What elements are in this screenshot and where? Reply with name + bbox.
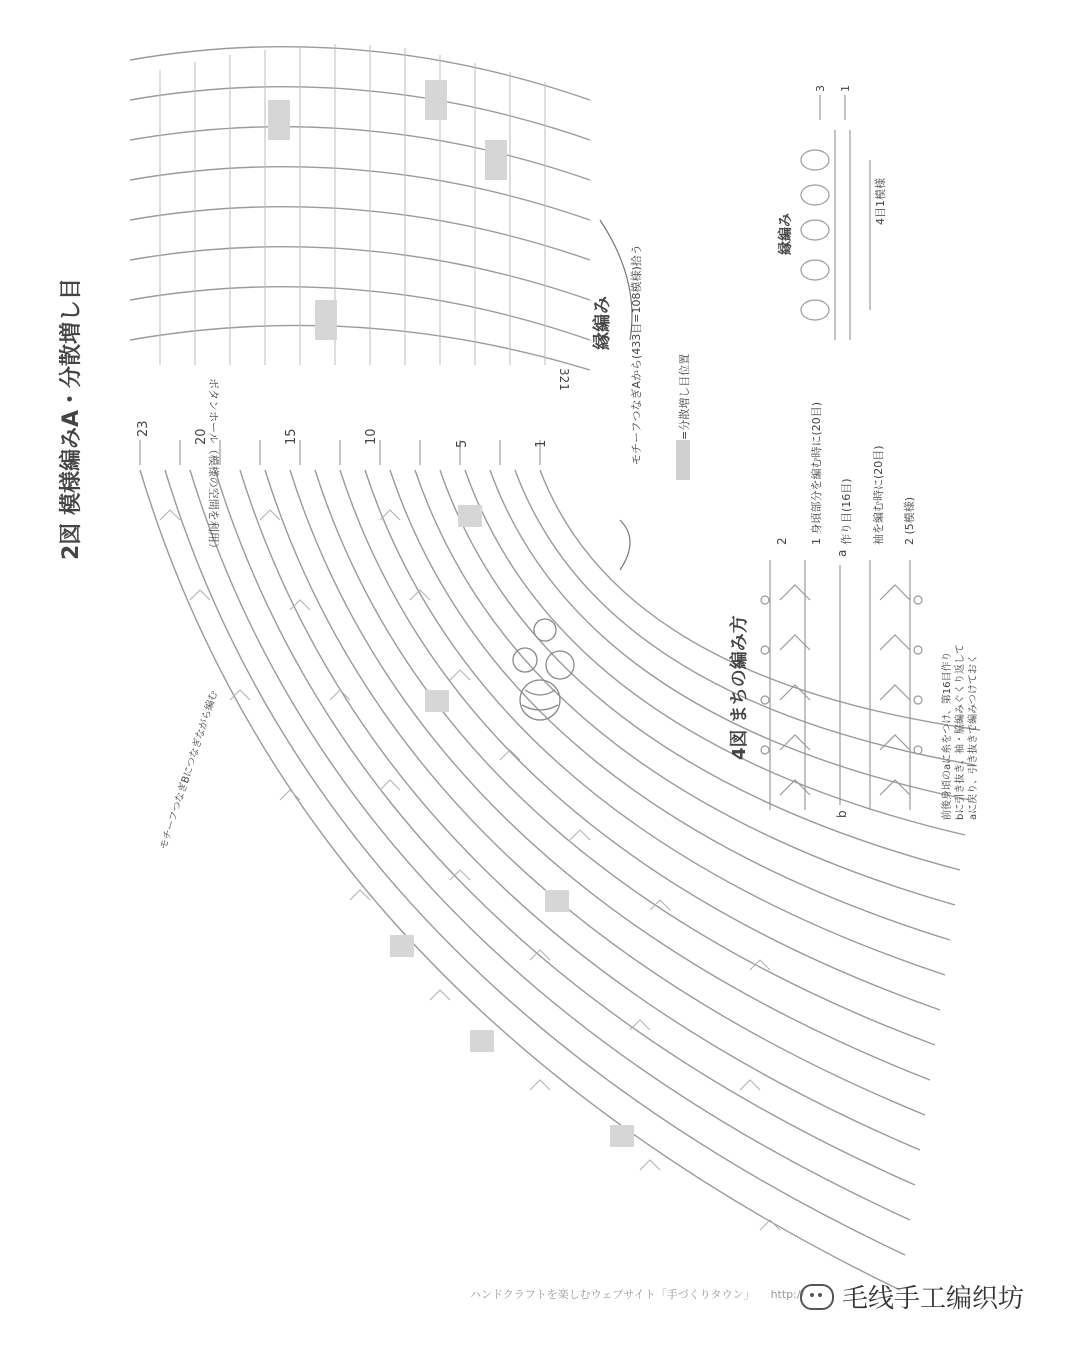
continuation-arrows [600,220,632,570]
border-repeat-label: 4目1模様 [874,178,887,225]
figure-4-row-2-bottom: 2 (5模様) [903,496,916,545]
figure-2-title: 2図 模様編みA・分散増し目 [59,278,84,560]
watermark-text: 毛线手工编织坊 [842,1284,1025,1314]
page-footer [470,1286,804,1302]
buttonhole-note: ボタンホール（模様の空間を利用） [207,378,220,554]
upper-strip-shading [268,80,507,340]
yarn-ball-illustration [513,619,574,720]
increase-legend-text: =分散増し目位置 [678,353,691,440]
figure-4-sleeve-label: 袖を編む時に(20目) [872,445,885,545]
figure-4-note-2: bに引き抜き、袖・脇編みぐくり返して [955,644,966,820]
figure-4-row-2-top: 2 [775,537,789,545]
figure-2-fan-chart [140,470,980,1290]
footer-url: http:// [770,1288,805,1301]
border-row-3: 3 [814,85,827,92]
row-number-15: 15 [284,428,299,445]
figure-4-note-3: aに戻り、引き抜きで編みつけておく [968,654,979,820]
border-pattern-title: 縁編み [778,213,794,255]
figure-2-stitch-symbols [160,510,780,1230]
figure-4-title: 4図 まちの編み方 [729,615,750,760]
motif-a-note: モチーフつなぎAから(433目=108模様)拾う [630,244,643,465]
row-number-23: 23 [136,420,151,437]
motif-b-note: モチーフつなぎBにつなぎながら編む [158,689,221,851]
figure-4-row-1-label: 1 身頃部分を編む時に(20目) [810,401,823,545]
wechat-logo-icon [800,1284,834,1310]
border-pattern-chart [801,95,870,340]
figure-4-note-1: 前後身頃のaに糸をつけ、第16目作り [942,651,953,820]
upper-strip-columns [160,44,545,365]
figure-4-point-a: a [835,549,849,557]
watermark [800,1278,1024,1315]
figure-4-chain-label: 作り目(16目) [840,478,853,545]
figure-2-upper-strip [130,47,590,370]
border-row-1: 1 [839,85,852,92]
row-number-20: 20 [194,428,209,445]
figure-4-chart [761,560,922,810]
row-number-10: 10 [364,428,379,445]
figure-4-point-b: b [835,810,849,818]
border-rows-label: 321 [557,368,571,391]
border-label: 縁編み [592,296,613,350]
increase-position-wedges [390,505,634,1147]
increase-legend-swatch [676,440,690,480]
row-number-1: 1 [534,439,549,448]
row-number-5: 5 [455,439,470,448]
footer-text: ハンドクラフトを楽しむウェブサイト「手づくりタウン」 [470,1288,755,1301]
